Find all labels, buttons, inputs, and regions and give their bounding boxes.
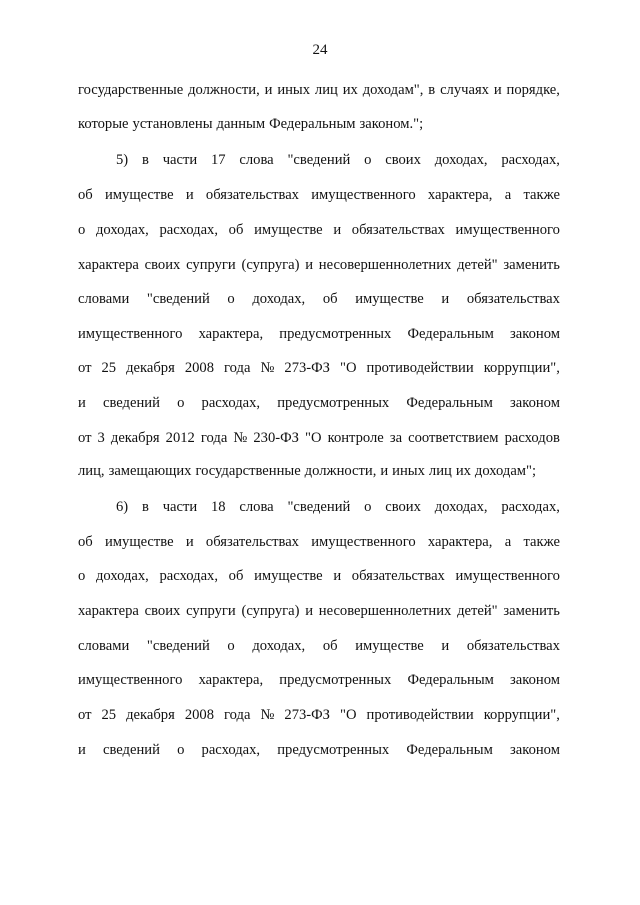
word: должности, — [304, 463, 377, 479]
word: доходах, — [434, 152, 488, 168]
word: декабря — [126, 707, 175, 723]
word: имущественного — [455, 222, 560, 238]
word: характера, — [198, 326, 264, 342]
word: имуществе — [105, 187, 174, 203]
word: года — [224, 707, 251, 723]
word: и — [333, 568, 342, 584]
word: предусмотренных — [277, 742, 390, 758]
word: года — [200, 430, 228, 446]
word: и — [185, 187, 194, 203]
word: "сведений — [146, 638, 210, 654]
word: случаях — [440, 82, 489, 98]
word: № — [233, 430, 248, 446]
word: также — [523, 187, 560, 203]
word: 25 — [101, 707, 117, 723]
word: от — [78, 360, 92, 376]
word: 18 — [211, 499, 226, 515]
word: данным — [216, 116, 266, 132]
word: декабря — [126, 360, 175, 376]
word: расходах, — [201, 742, 261, 758]
word: Федеральным — [269, 116, 356, 132]
word: иных — [392, 463, 425, 479]
word: супруги — [186, 257, 236, 273]
word: несовершеннолетних — [318, 257, 452, 273]
word: обязательствах — [351, 568, 445, 584]
word: (супруга) — [241, 603, 300, 619]
word: 2008 — [184, 360, 214, 376]
word: имуществе — [355, 291, 424, 307]
word: о — [227, 638, 235, 654]
word: законом — [510, 326, 560, 342]
word: о — [227, 291, 235, 307]
word: обязательствах — [351, 222, 445, 238]
text-line — [78, 255, 560, 275]
text-line — [78, 601, 560, 621]
word: имущественного — [78, 326, 183, 342]
word: предусмотренных — [277, 395, 390, 411]
word: обязательствах — [205, 534, 299, 550]
word: доходам", — [362, 82, 424, 98]
word: 25 — [101, 360, 117, 376]
word: расходов — [504, 430, 560, 446]
word: Федеральным — [406, 742, 493, 758]
word: и — [185, 534, 194, 550]
word: имущественного — [78, 672, 183, 688]
word: и — [264, 82, 273, 98]
word: и — [78, 395, 86, 411]
text-line — [116, 497, 560, 517]
word: расходах, — [159, 222, 218, 238]
word: и — [333, 222, 342, 238]
word: "сведений — [287, 499, 351, 515]
word: детей" — [457, 603, 498, 619]
word: в — [141, 499, 149, 515]
word: расходах, — [501, 499, 560, 515]
word: также — [523, 534, 560, 550]
text-line — [78, 566, 560, 586]
word: а — [504, 534, 512, 550]
page-number: 24 — [312, 42, 328, 58]
word: своих — [385, 499, 421, 515]
word: контроле — [327, 430, 384, 446]
word: должности, — [188, 82, 260, 98]
word: части — [162, 152, 198, 168]
text-line — [116, 150, 560, 170]
word: в — [141, 152, 149, 168]
word: 230-ФЗ — [253, 430, 299, 446]
word: о — [78, 222, 86, 238]
word: 273-ФЗ — [284, 707, 330, 723]
word: которые — [78, 116, 129, 132]
word: лиц — [314, 82, 338, 98]
word: замещающих — [108, 463, 192, 479]
word: и — [441, 638, 450, 654]
word: (супруга) — [241, 257, 300, 273]
text-line — [78, 114, 560, 134]
word: имуществе — [254, 222, 323, 238]
word: государственные — [195, 463, 301, 479]
word: 3 — [97, 430, 105, 446]
word: имущественного — [311, 187, 416, 203]
word: предусмотренных — [279, 672, 392, 688]
word: характера — [78, 257, 139, 273]
word: обязательствах — [466, 638, 560, 654]
word: доходах, — [434, 499, 488, 515]
word: коррупции", — [483, 707, 560, 723]
text-line — [78, 80, 560, 100]
word: Федеральным — [407, 326, 494, 342]
text-line — [78, 532, 560, 552]
word: доходах, — [252, 291, 306, 307]
word: предусмотренных — [279, 326, 392, 342]
word: части — [162, 499, 198, 515]
word: "сведений — [146, 291, 210, 307]
word: противодействии — [366, 707, 474, 723]
word: расходах, — [201, 395, 261, 411]
word: декабря — [110, 430, 160, 446]
word: сведений — [102, 395, 160, 411]
word: государственные — [78, 82, 184, 98]
word: 5) — [116, 152, 129, 168]
word: и — [441, 291, 450, 307]
word: о — [364, 499, 372, 515]
text-line — [78, 324, 560, 344]
word: за — [389, 430, 403, 446]
word: об — [228, 568, 244, 584]
word: и — [493, 82, 502, 98]
word: и — [305, 603, 314, 619]
word: слова — [239, 499, 274, 515]
text-line — [78, 705, 560, 725]
word: своих — [385, 152, 421, 168]
word: доходах, — [252, 638, 306, 654]
word: имущественного — [311, 534, 416, 550]
word: супруги — [186, 603, 236, 619]
text-line — [78, 670, 560, 690]
word: слова — [239, 152, 274, 168]
word: доходах, — [95, 222, 149, 238]
word: имуществе — [105, 534, 174, 550]
text-line — [78, 358, 560, 378]
word: Федеральным — [407, 672, 494, 688]
word: и — [78, 742, 86, 758]
word: доходам"; — [474, 463, 537, 479]
word: от — [78, 707, 92, 723]
word: расходах, — [159, 568, 218, 584]
word: характера — [78, 603, 139, 619]
word: о — [177, 395, 185, 411]
word: № — [260, 360, 275, 376]
word: расходах, — [501, 152, 560, 168]
word: детей" — [457, 257, 498, 273]
word: года — [224, 360, 251, 376]
text-line — [78, 740, 560, 760]
word: заменить — [503, 257, 560, 273]
word: иных — [277, 82, 311, 98]
word: 2012 — [165, 430, 195, 446]
word: Федеральным — [406, 395, 493, 411]
word: и — [305, 257, 314, 273]
word: "О — [340, 360, 357, 376]
word: словами — [78, 638, 130, 654]
word: доходах, — [95, 568, 149, 584]
word: характера, — [427, 534, 493, 550]
word: имущественного — [455, 568, 560, 584]
word: "сведений — [287, 152, 351, 168]
word: обязательствах — [205, 187, 299, 203]
word: словами — [78, 291, 130, 307]
word: противодействии — [366, 360, 474, 376]
word: о — [364, 152, 372, 168]
word: обязательствах — [466, 291, 560, 307]
word: имуществе — [254, 568, 323, 584]
text-line — [78, 185, 560, 205]
text-line — [78, 461, 560, 481]
word: характера, — [198, 672, 264, 688]
text-line — [78, 220, 560, 240]
word: лиц, — [78, 463, 105, 479]
word: их — [455, 463, 471, 479]
word: лиц — [428, 463, 452, 479]
word: 273-ФЗ — [284, 360, 330, 376]
word: об — [78, 187, 93, 203]
word: об — [322, 291, 338, 307]
word: об — [322, 638, 338, 654]
word: 2008 — [184, 707, 214, 723]
word: от — [78, 430, 92, 446]
word: соответствием — [408, 430, 499, 446]
text-line — [78, 393, 560, 413]
word: в — [428, 82, 436, 98]
word: законом."; — [359, 116, 424, 132]
word: несовершеннолетних — [318, 603, 452, 619]
word: их — [342, 82, 358, 98]
word: заменить — [503, 603, 560, 619]
word: коррупции", — [483, 360, 560, 376]
word: порядке, — [506, 82, 560, 98]
word: "О — [305, 430, 322, 446]
text-line — [78, 636, 560, 656]
word: "О — [340, 707, 357, 723]
word: а — [504, 187, 512, 203]
word: о — [177, 742, 185, 758]
text-line — [78, 428, 560, 448]
word: о — [78, 568, 86, 584]
text-line — [78, 289, 560, 309]
word: установлены — [132, 116, 213, 132]
word: 6) — [116, 499, 129, 515]
word: об — [228, 222, 244, 238]
word: сведений — [102, 742, 160, 758]
word: своих — [144, 603, 181, 619]
word: 17 — [211, 152, 226, 168]
word: имуществе — [355, 638, 424, 654]
word: № — [260, 707, 275, 723]
word: и — [380, 463, 389, 479]
word: законом — [510, 672, 560, 688]
word: характера, — [427, 187, 493, 203]
word: законом — [509, 395, 560, 411]
word: своих — [144, 257, 181, 273]
word: об — [78, 534, 93, 550]
word: законом — [509, 742, 560, 758]
